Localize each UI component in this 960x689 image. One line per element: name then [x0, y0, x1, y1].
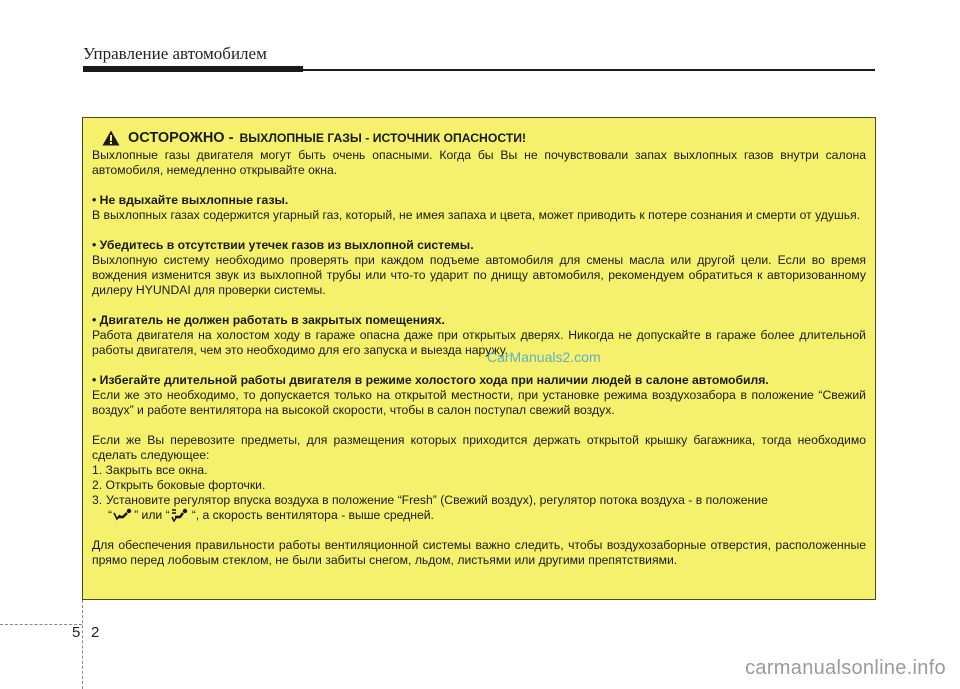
- section-heading: • Не вдыхайте выхлопные газы.: [92, 193, 289, 207]
- warning-subtitle: ВЫХЛОПНЫЕ ГАЗЫ - ИСТОЧНИК ОПАСНОСТИ!: [239, 130, 527, 145]
- watermark: CarManuals2.com: [487, 349, 601, 365]
- airflow-floor-defrost-icon: [170, 508, 192, 522]
- section-heading: • Избегайте длительной работы двигателя в режиме холостого хода при наличии людей в салоне автомобиля.: [92, 373, 769, 387]
- list-item: 1. Закрыть все окна.: [92, 463, 208, 477]
- step-text-after: “, а скорость вентилятора - выше средней.: [191, 508, 434, 522]
- airflow-floor-icon: [112, 508, 134, 522]
- section-heading: • Убедитесь в отсутствии утечек газов из выхлопной системы.: [92, 238, 474, 252]
- steps-list: [92, 463, 866, 523]
- warning-box: [82, 117, 876, 600]
- page-number-chapter: 5: [72, 624, 81, 641]
- step-body: [106, 493, 866, 523]
- warning-title-row: [92, 130, 866, 146]
- warning-intro: Выхлопные газы двигателя могут быть очень опасными. Когда бы Вы не почувствовали запах выхлопных газов внутри салона автомобиля, немедленно открывайте окна.: [92, 148, 866, 177]
- cargo-intro: Если же Вы перевозите предметы, для размещения которых приходится держать открытой крышку багажника, тогда необходимо сделать следующее:: [92, 433, 866, 462]
- step-text-before: Установите регулятор впуска воздуха в положение “Fresh” (Свежий воздух), регулятор потока воздуха - в положение: [106, 493, 768, 507]
- page-header-title: Управление автомобилем: [83, 44, 267, 63]
- warning-triangle-icon: [102, 130, 120, 146]
- quote-mid: ” или “: [134, 508, 170, 522]
- section-heading: • Двигатель не должен работать в закрытых помещениях.: [92, 313, 445, 327]
- footer-dashed-divider: [82, 600, 83, 689]
- footer-site-link[interactable]: carmanualsonline.info: [745, 657, 946, 679]
- header-rule-thin: [303, 69, 875, 71]
- step-number: 3.: [92, 493, 103, 507]
- list-item: [92, 493, 866, 523]
- page-number-page: 2: [91, 624, 100, 641]
- section-text: Выхлопную систему необходимо проверять при каждом подъеме автомобиля для смены масла или другой цели. Если во время вождения изменится звук из выхлопной трубы или что-то ударит по днищу автомобиля, рекомендуем обратиться к авторизованному дилеру HYUNDAI для проверки системы.: [92, 253, 866, 297]
- section-text: Если же это необходимо, то допускается только на открытой местности, при установке режима воздухозабора в положение “Свежий воздух” и работе вентилятора на высокой скорости, чтобы в салон поступал свежий воздух.: [92, 388, 866, 417]
- list-item: 2. Открыть боковые форточки.: [92, 478, 266, 492]
- footer-dashed-line: [0, 624, 82, 625]
- section-text: В выхлопных газах содержится угарный газ, который, не имея запаха и цвета, может приводить к потере сознания и смерти от удушья.: [92, 208, 861, 222]
- page-number: [72, 624, 110, 641]
- warning-title: ОСТОРОЖНО -: [128, 129, 234, 146]
- section-text: Работа двигателя на холостом ходу в гараже опасна даже при открытых дверях. Никогда не допускайте в гараже более длительной работы двигателя, чем это необходимо для его запуска и выезда наружу.: [92, 328, 866, 357]
- quote-open: “: [108, 508, 113, 522]
- closing-text: Для обеспечения правильности работы вентиляционной системы важно следить, чтобы воздухозаборные отверстия, расположенные прямо перед лобовым стеклом, не были забиты снегом, льдом, листьями или другими препятствиями.: [92, 538, 866, 567]
- header-rule-thick: [83, 66, 303, 72]
